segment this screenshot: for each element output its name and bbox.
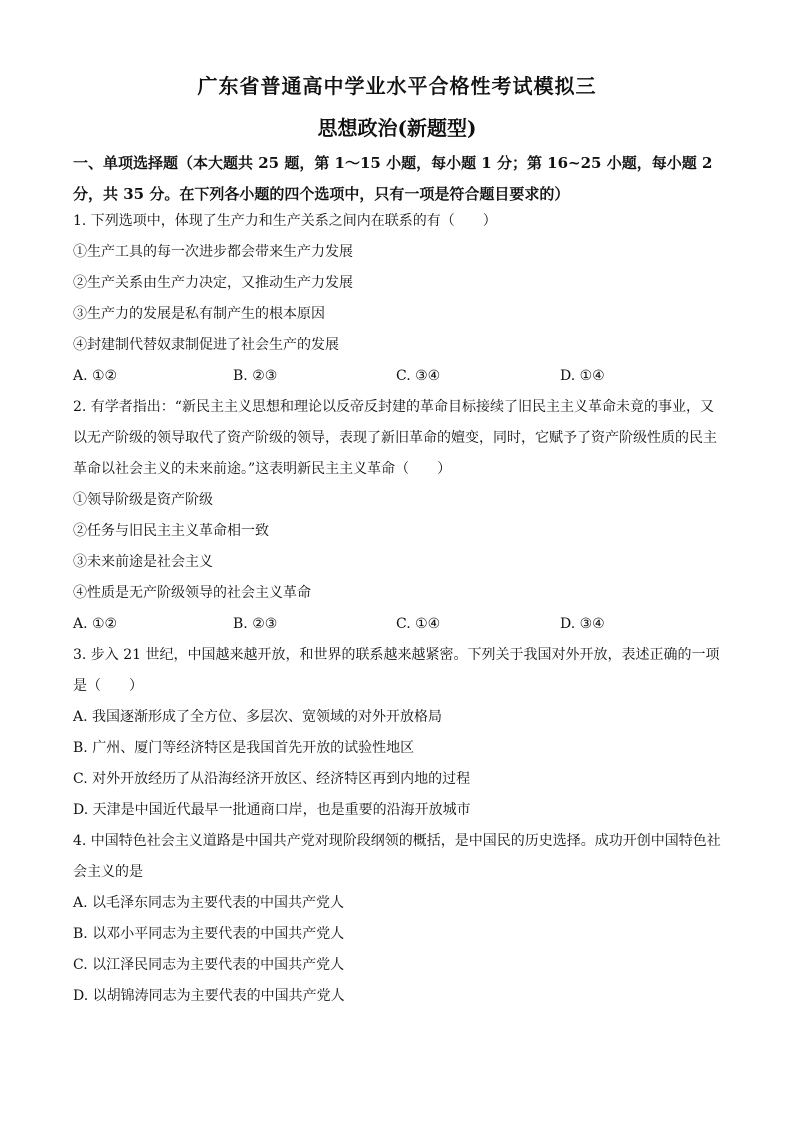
option-b: B. 广州、厦门等经济特区是我国首先开放的试验性地区 bbox=[73, 740, 415, 756]
option-d: D. ③④ bbox=[560, 616, 605, 632]
question-2 bbox=[73, 392, 723, 640]
option-c: C. 以江泽民同志为主要代表的中国共产党人 bbox=[73, 957, 345, 973]
option-b: B. ②③ bbox=[233, 368, 278, 384]
option-c: C. ③④ bbox=[396, 368, 441, 384]
question-stem: 3. 步入 21 世纪，中国越来越开放，和世界的联系越来越紧密。下列关于我国对外开放，表述正确的一项是（ ） bbox=[73, 647, 720, 694]
page-subtitle: 思想政治(新题型) bbox=[317, 116, 477, 140]
question-4 bbox=[73, 826, 723, 1012]
option-a: A. 我国逐渐形成了全方位、多层次、宽领域的对外开放格局 bbox=[73, 709, 443, 725]
question-1 bbox=[73, 206, 723, 392]
section-header: 一、单项选择题（本大题共 25 题，第 1～15 小题，每小题 1 分；第 16~25 小题，每小题 2 分，共 35 分。在下列各小题的四个选项中，只有一项是符合题目要求的） bbox=[73, 154, 713, 203]
statement: ②生产关系由生产力决定，又推动生产力发展 bbox=[73, 275, 353, 291]
question-stem: 4. 中国特色社会主义道路是中国共产党对现阶段纲领的概括，是中国民的历史选择。成功开创中国特色社会主义的是 bbox=[73, 833, 721, 880]
statement: ④性质是无产阶级领导的社会主义革命 bbox=[73, 585, 311, 601]
option-d: D. 天津是中国近代最早一批通商口岸，也是重要的沿海开放城市 bbox=[73, 802, 471, 818]
statement: ②任务与旧民主主义革命相一致 bbox=[73, 523, 269, 539]
answer-options bbox=[73, 609, 723, 640]
option-c: C. 对外开放经历了从沿海经济开放区、经济特区再到内地的过程 bbox=[73, 771, 471, 787]
statement: ③生产力的发展是私有制产生的根本原因 bbox=[73, 306, 325, 322]
statement: ④封建制代替奴隶制促进了社会生产的发展 bbox=[73, 337, 339, 353]
question-stem: 2. 有学者指出：“新民主主义思想和理论以反帝反封建的革命目标接续了旧民主主义革命未竟的事业，又以无产阶级的领导取代了资产阶级的领导，表现了新旧革命的嬗变，同时，它赋予了资产阶级性质的民主革命以社会主义的未来前途。”这表明新民主主义革命（ ） bbox=[73, 399, 717, 477]
option-a: A. ①② bbox=[73, 368, 118, 384]
statement: ③未来前途是社会主义 bbox=[73, 554, 213, 570]
option-c: C. ①④ bbox=[396, 616, 441, 632]
option-a: A. 以毛泽东同志为主要代表的中国共产党人 bbox=[73, 895, 345, 911]
answer-options bbox=[73, 361, 723, 392]
option-a: A. ①② bbox=[73, 616, 118, 632]
question-stem: 1. 下列选项中，体现了生产力和生产关系之间内在联系的有（ ） bbox=[73, 213, 497, 229]
statement: ①生产工具的每一次进步都会带来生产力发展 bbox=[73, 244, 353, 260]
option-d: D. 以胡锦涛同志为主要代表的中国共产党人 bbox=[73, 988, 345, 1004]
statement: ①领导阶级是资产阶级 bbox=[73, 492, 213, 508]
option-b: B. ②③ bbox=[233, 616, 278, 632]
option-d: D. ①④ bbox=[560, 368, 605, 384]
question-3 bbox=[73, 640, 723, 826]
page-title: 广东省普通高中学业水平合格性考试模拟三 bbox=[197, 74, 597, 98]
question-list bbox=[73, 206, 723, 1012]
option-b: B. 以邓小平同志为主要代表的中国共产党人 bbox=[73, 926, 345, 942]
